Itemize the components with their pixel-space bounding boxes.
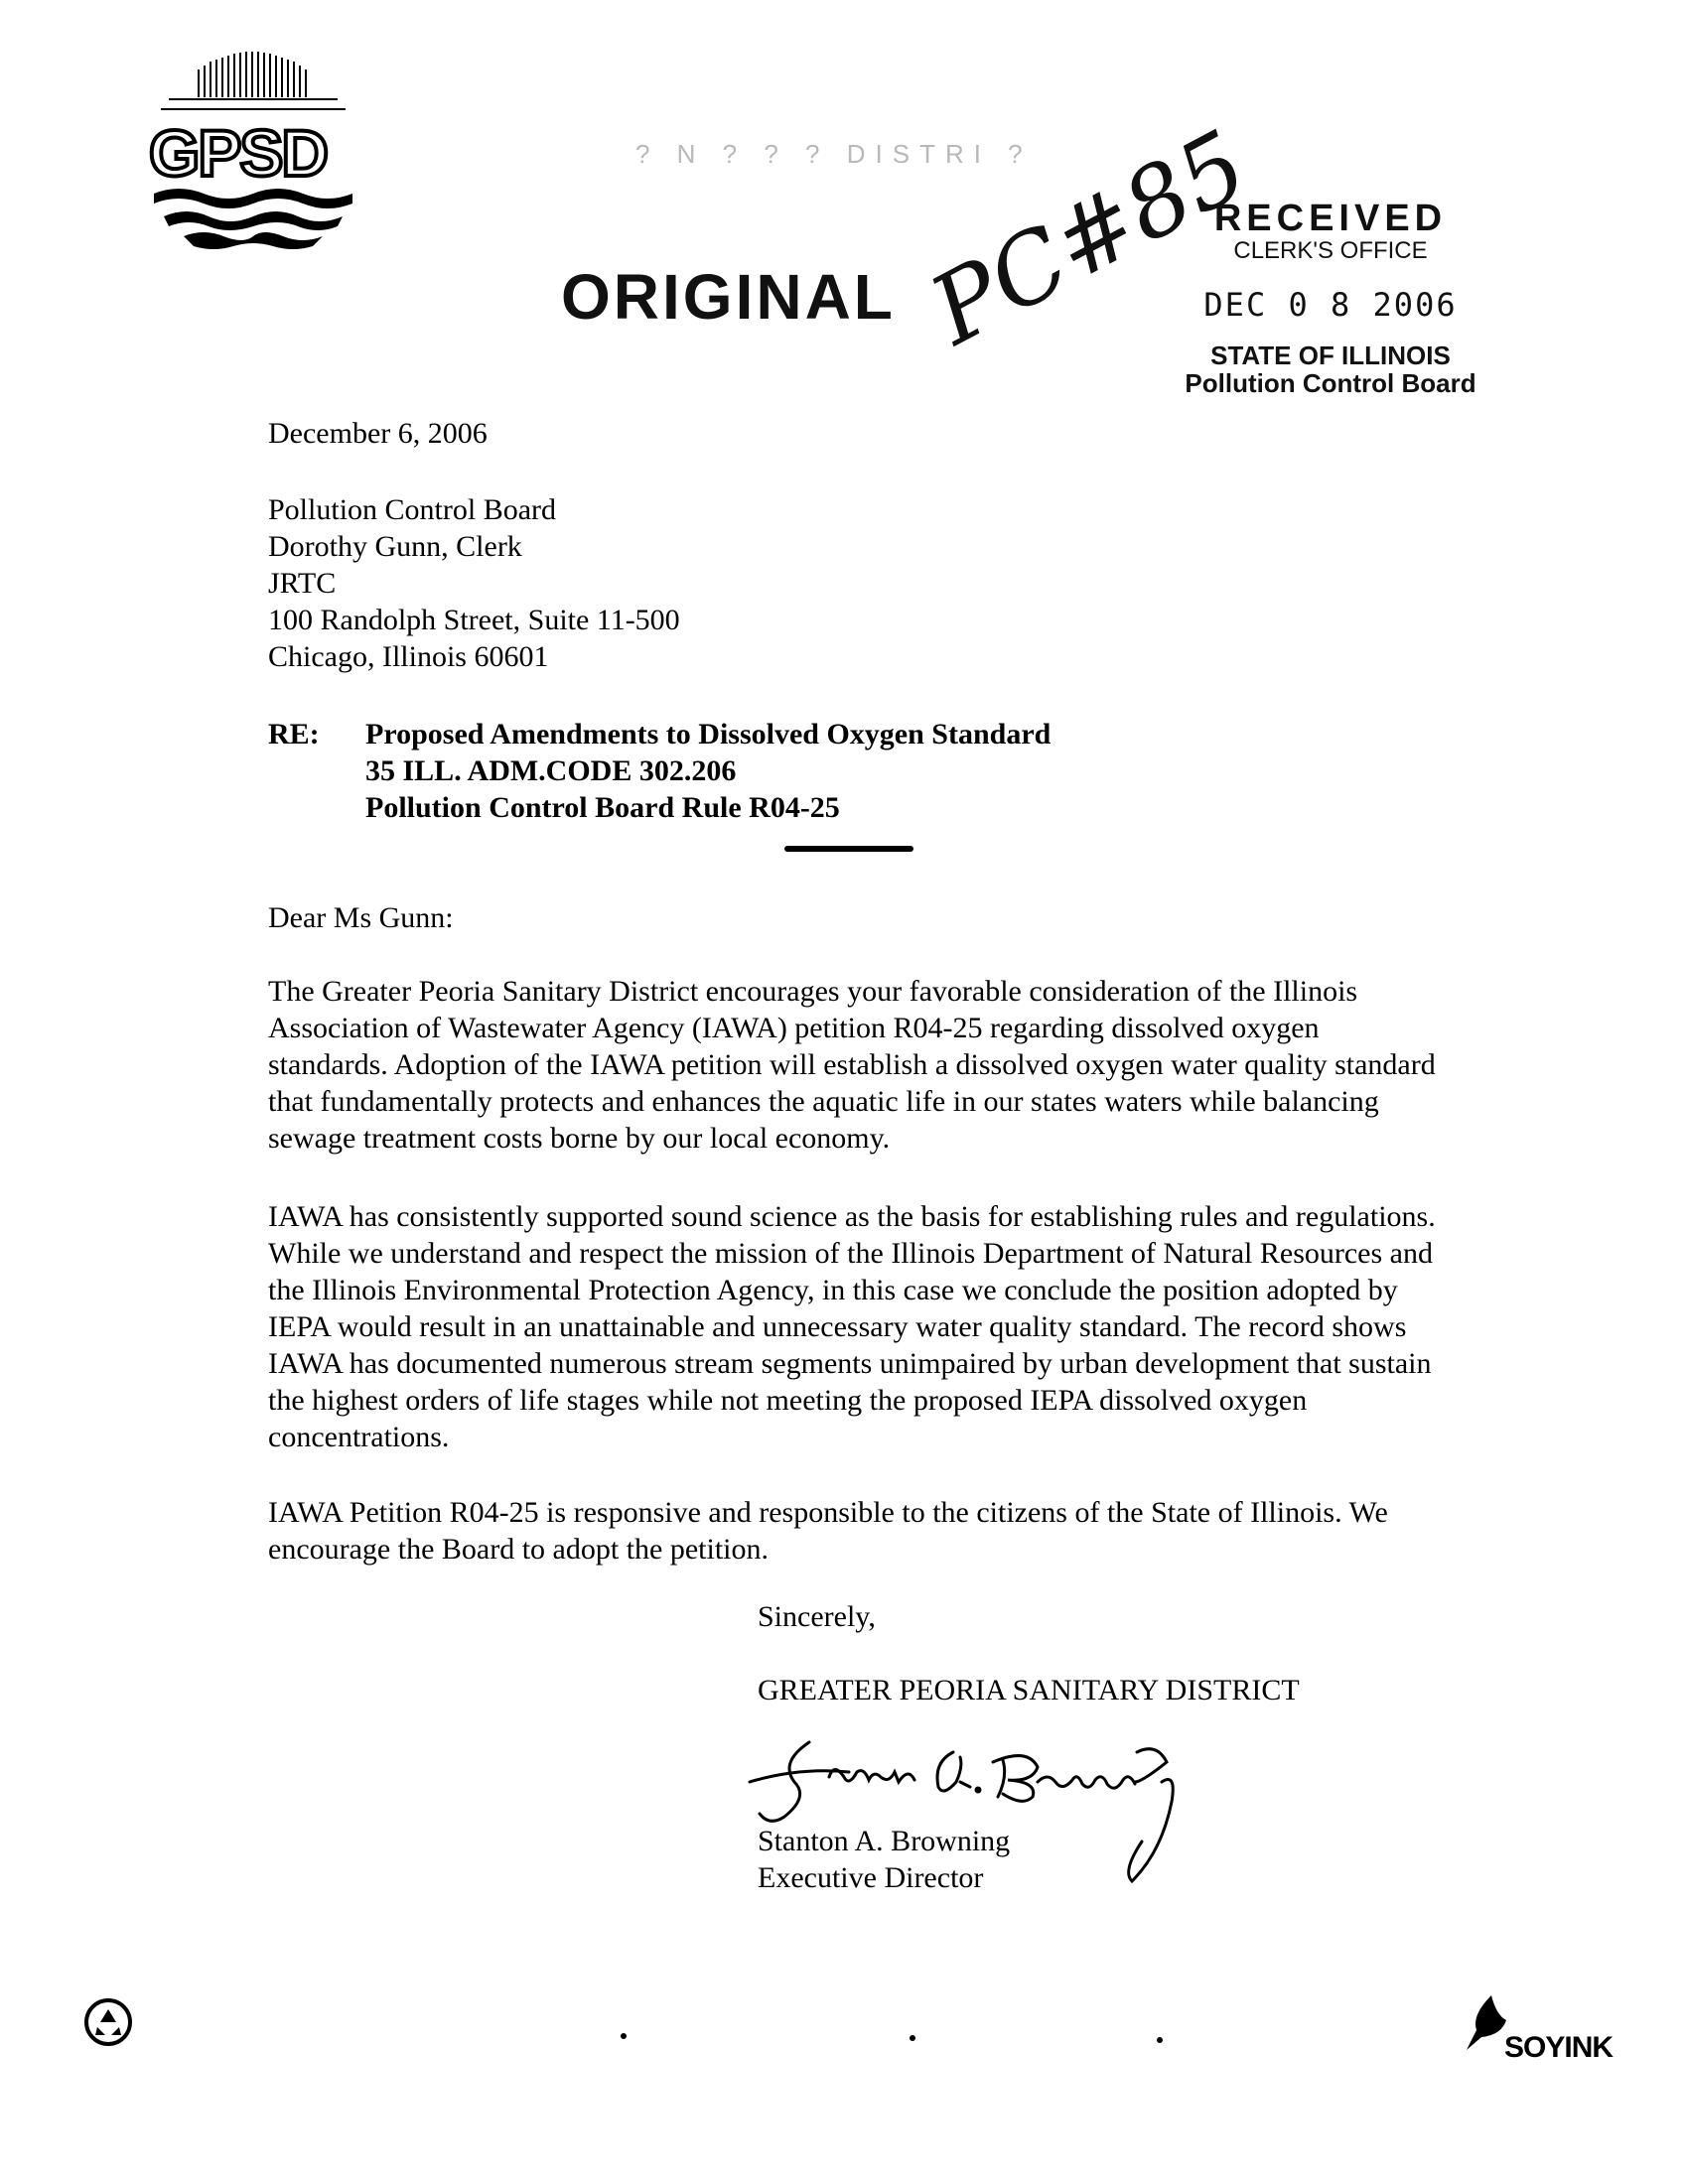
recycle-icon bbox=[83, 1997, 133, 2047]
soy-ink-text: SOYINK bbox=[1504, 2031, 1614, 2064]
letter-date: December 6, 2006 bbox=[268, 417, 488, 450]
recipient-address bbox=[268, 491, 680, 675]
faint-letterhead-text: ? N ? ? ? DISTRI ? bbox=[635, 139, 1033, 169]
body-paragraph: IAWA has consistently supported sound science as the basis for establishing rules and regulations. While we understand and respect the mission of the Illinois Department of Natural Resources and the Illinois Environmental Protection Agency, in this case we conclude the position adopted by IEPA would result in an unattainable and unnecessary water quality standard. The record shows IAWA has documented numerous stream segments unimpaired by urban development that sustain the highest orders of life stages while not meeting the proposed IEPA dissolved oxygen concentrations. bbox=[268, 1200, 1436, 1453]
address-line: Pollution Control Board bbox=[268, 493, 557, 526]
received-stamp bbox=[1172, 199, 1489, 397]
subject-line: Proposed Amendments to Dissolved Oxygen Standard bbox=[365, 718, 1052, 751]
decorative-dot bbox=[621, 2033, 627, 2039]
salutation: Dear Ms Gunn: bbox=[268, 901, 454, 934]
board-text: Pollution Control Board bbox=[1185, 368, 1476, 398]
handwritten-pc-mark: PC#85 bbox=[913, 109, 1265, 366]
subject-line: Pollution Control Board Rule R04-25 bbox=[365, 791, 840, 824]
state-text: STATE OF ILLINOIS bbox=[1210, 341, 1451, 370]
logo-text: GPSD bbox=[149, 116, 328, 190]
address-line: Dorothy Gunn, Clerk bbox=[268, 530, 522, 563]
body-paragraph: IAWA Petition R04-25 is responsive and responsible to the citizens of the State of Illinois. We encourage the Board to adopt the petition. bbox=[268, 1496, 1388, 1566]
decorative-dot bbox=[1157, 2037, 1163, 2043]
organization-name: GREATER PEORIA SANITARY DISTRICT bbox=[758, 1674, 1300, 1706]
handwritten-underline bbox=[784, 846, 913, 852]
address-line: JRTC bbox=[268, 567, 337, 600]
clerks-office-text: CLERK'S OFFICE bbox=[1233, 237, 1428, 264]
address-line: Chicago, Illinois 60601 bbox=[268, 640, 549, 673]
subject-line: 35 ILL. ADM.CODE 302.206 bbox=[365, 754, 737, 787]
re-label: RE: bbox=[268, 718, 320, 751]
signer-name: Stanton A. Browning bbox=[758, 1825, 1011, 1857]
closing: Sincerely, bbox=[758, 1600, 876, 1633]
received-date: DEC 0 8 2006 bbox=[1203, 286, 1458, 324]
decorative-dot bbox=[910, 2035, 915, 2041]
signer-title: Executive Director bbox=[758, 1861, 984, 1894]
address-line: 100 Randolph Street, Suite 11-500 bbox=[268, 604, 680, 636]
received-text: RECEIVED bbox=[1213, 198, 1448, 239]
soy-ink-logo bbox=[1460, 1995, 1628, 2075]
original-stamp: ORIGINAL bbox=[561, 261, 896, 333]
body-paragraph: The Greater Peoria Sanitary District encourages your favorable consideration of the Illinois Association of Wastewater Agency (IAWA) petition R04-25 regarding dissolved oxygen standards. Adoption of the IAWA petition will establish a dissolved oxygen water quality standard that fundamentally protects and enhances the aquatic life in our states waters while balancing sewage treatment costs borne by our local economy. bbox=[268, 975, 1436, 1155]
